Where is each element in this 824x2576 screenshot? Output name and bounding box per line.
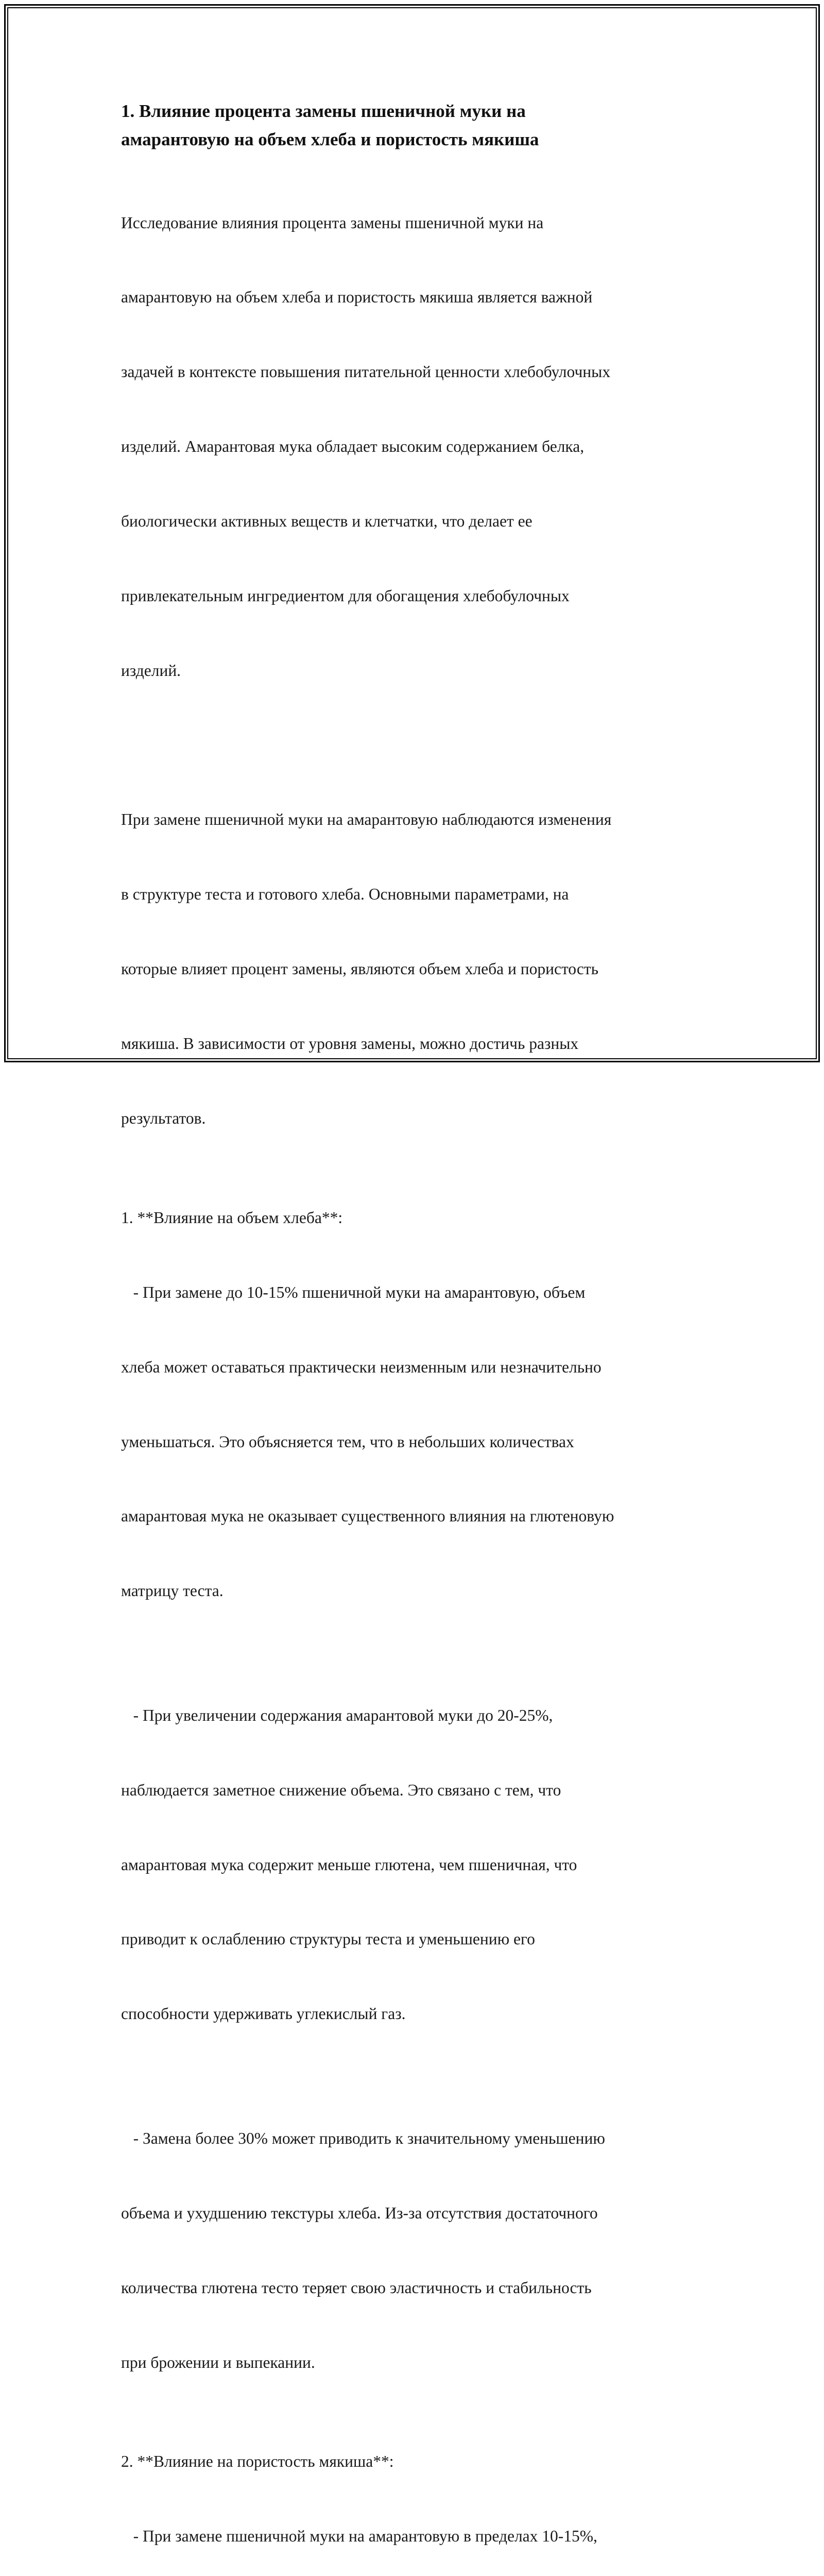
text-line: которые влияет процент замены, являются объем хлеба и пористость — [121, 960, 598, 978]
text-line: в структуре теста и готового хлеба. Основными параметрами, на — [121, 885, 569, 904]
text-line: уменьшаться. Это объясняется тем, что в небольших количествах — [121, 1432, 574, 1451]
paragraph-spacer — [121, 1181, 703, 1206]
list-item — [121, 1653, 703, 2076]
text-line: способности удерживать углекислый газ. — [121, 2005, 406, 2023]
text-line: мякиша. В зависимости от уровня замены, можно достичь разных — [121, 1035, 579, 1053]
document-body — [121, 97, 703, 2576]
text-line: амарантовая мука содержит меньше глютена, чем пшеничная, что — [121, 1855, 577, 1874]
text-line: Исследование влияния процента замены пшеничной муки на — [121, 213, 544, 232]
text-line: - При замене до 10-15% пшеничной муки на амарантовую, объем — [121, 1283, 586, 1301]
text-line: При замене пшеничной муки на амарантовую наблюдаются изменения — [121, 810, 612, 829]
text-line: амарантовую на объем хлеба и пористость мякиша является важной — [121, 288, 593, 307]
paragraph-spacer — [121, 2425, 703, 2449]
list-item — [121, 2076, 703, 2425]
text-line: биологически активных веществ и клетчатки, что делает ее — [121, 512, 533, 531]
list-section-title: 2. **Влияние на пористость мякиша**: — [121, 2452, 394, 2471]
text-line: объема и ухудшению текстуры хлеба. Из-за отсутствия достаточного — [121, 2204, 598, 2222]
text-line: - При увеличении содержания амарантовой муки до 20-25%, — [121, 1706, 553, 1724]
heading-line: 1. Влияние процента замены пшеничной муки на — [121, 101, 526, 121]
text-line: задачей в контексте повышения питательной ценности хлебобулочных — [121, 363, 611, 381]
text-line: количества глютена тесто теряет свою эластичность и стабильность — [121, 2278, 592, 2297]
intro-paragraph — [121, 161, 703, 733]
text-line: приводит к ослаблению структуры теста и уменьшению его — [121, 1930, 535, 1948]
text-line: наблюдается заметное снижение объема. Это связано с тем, что — [121, 1781, 561, 1799]
text-line: привлекательным ингредиентом для обогащения хлебобулочных — [121, 587, 570, 605]
text-line: результатов. — [121, 1109, 206, 1127]
text-line: изделий. Амарантовая мука обладает высоким содержанием белка, — [121, 437, 585, 456]
text-line: при брожении и выпекании. — [121, 2353, 315, 2371]
text-line: изделий. — [121, 661, 181, 680]
list-item — [121, 2475, 703, 2576]
text-line: - Замена более 30% может приводить к значительному уменьшению — [121, 2129, 605, 2147]
second-paragraph — [121, 758, 703, 1181]
paragraph-spacer — [121, 733, 703, 758]
text-line: матрицу теста. — [121, 1582, 224, 1600]
text-line: амарантовая мука не оказывает существенного влияния на глютеновую — [121, 1507, 614, 1526]
text-line: хлеба может оставаться практически неизменным или незначительно — [121, 1358, 602, 1376]
section-heading — [121, 97, 703, 154]
list-item — [121, 1230, 703, 1653]
heading-line: амарантовую на объем хлеба и пористость мякиша — [121, 129, 539, 149]
list-section-title: 1. **Влияние на объем хлеба**: — [121, 1208, 343, 1227]
text-line: - При замене пшеничной муки на амарантовую в пределах 10-15%, — [121, 2527, 597, 2546]
